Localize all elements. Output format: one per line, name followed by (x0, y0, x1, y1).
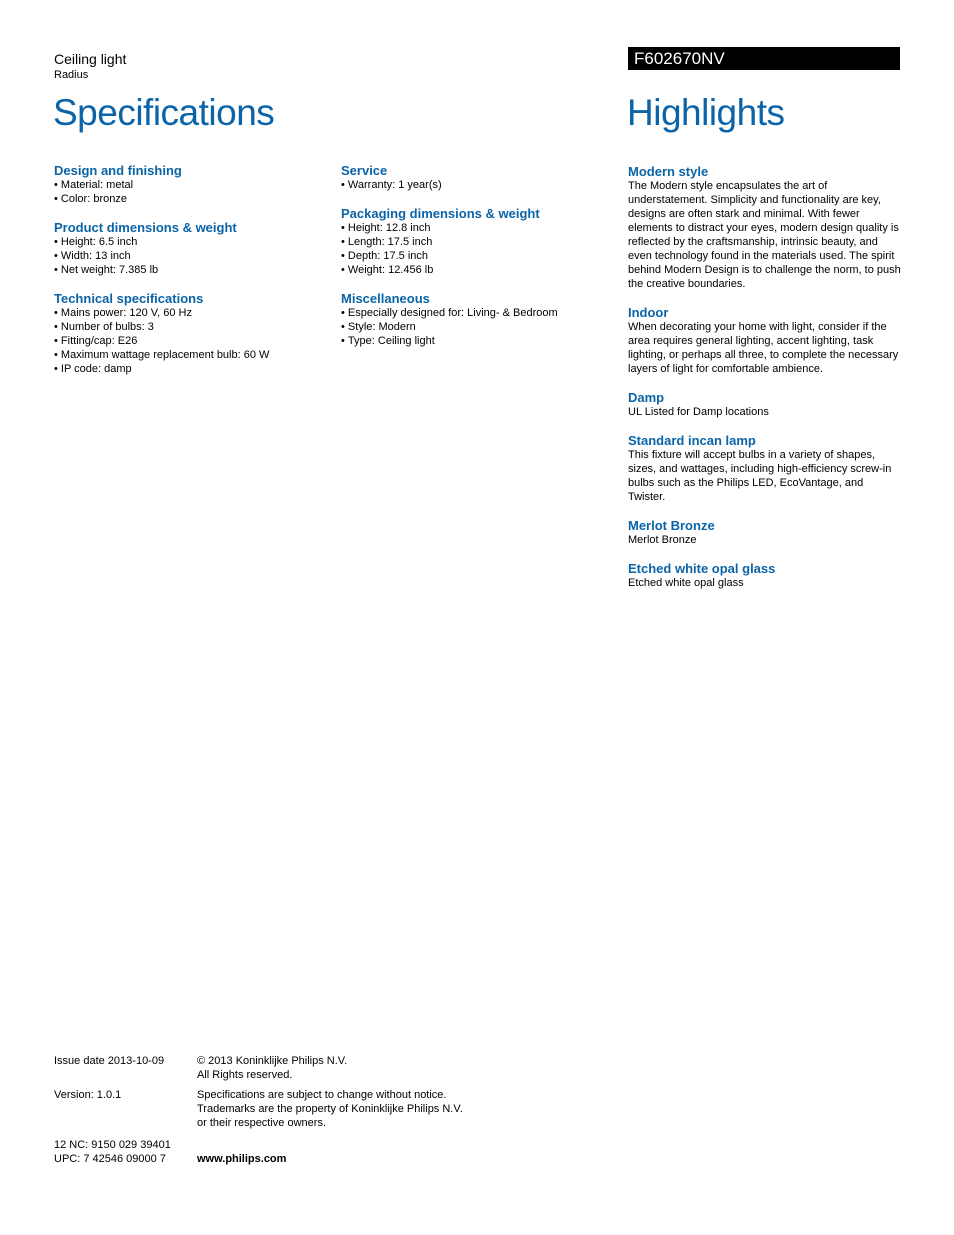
spec-section-heading: Technical specifications (54, 291, 204, 306)
spec-section-heading: Design and finishing (54, 163, 182, 178)
highlight-item (628, 164, 903, 291)
specifications-column-2 (341, 163, 611, 362)
spec-section-heading: Product dimensions & weight (54, 220, 237, 235)
spec-item: • Warranty: 1 year(s) (341, 178, 611, 192)
spec-section-heading: Service (341, 163, 388, 178)
spec-item: • Width: 13 inch (54, 249, 324, 263)
highlight-text: The Modern style encapsulates the art of understatement. Simplicity and functionality are key, designs are often stark and minimal. With fewer elements to distract your eyes, modern design quality is reflected by the craftsmanship, intrinsic beauty, and even technology found in the materials used. The spirit behind Modern Design is to challenge the norm, to push the creative boundaries. (628, 180, 901, 290)
spec-item: • Weight: 12.456 lb (341, 263, 611, 277)
spec-section (341, 163, 611, 192)
copyright-line: All Rights reserved. (197, 1069, 293, 1081)
website-link[interactable]: www.philips.com (197, 1153, 287, 1165)
highlight-item (628, 390, 903, 419)
spec-list (54, 306, 324, 376)
notice-line: Specifications are subject to change without notice. (197, 1089, 447, 1101)
product-type: Ceiling light (54, 51, 127, 67)
spec-list (54, 178, 324, 206)
spec-section (341, 291, 611, 348)
spec-section (54, 291, 324, 376)
spec-item: • Style: Modern (341, 320, 611, 334)
spec-list (341, 306, 611, 348)
highlights-title: Highlights (627, 92, 785, 133)
spec-item: • Color: bronze (54, 192, 324, 206)
highlight-text: UL Listed for Damp locations (628, 406, 769, 418)
specifications-column-1 (54, 163, 324, 390)
spec-item: • Net weight: 7.385 lb (54, 263, 324, 277)
spec-item: • Type: Ceiling light (341, 334, 611, 348)
spec-section-heading: Packaging dimensions & weight (341, 206, 540, 221)
spec-item: • Depth: 17.5 inch (341, 249, 611, 263)
copyright (197, 1054, 497, 1082)
product-codes (54, 1138, 171, 1166)
spec-list (341, 178, 611, 192)
spec-section (54, 163, 324, 206)
highlight-text: This fixture will accept bulbs in a variety of shapes, sizes, and wattages, including high-efficiency screw-in bulbs such as the Philips LED, EcoVantage, and Twister. (628, 449, 892, 503)
spec-section-heading: Miscellaneous (341, 291, 430, 306)
spec-item: • Mains power: 120 V, 60 Hz (54, 306, 324, 320)
highlight-heading: Standard incan lamp (628, 433, 756, 448)
highlight-heading: Indoor (628, 305, 669, 320)
spec-item: • Especially designed for: Living- & Bedroom (341, 306, 611, 320)
highlight-heading: Etched white opal glass (628, 561, 776, 576)
highlight-item (628, 433, 903, 504)
spec-item: • Material: metal (54, 178, 324, 192)
spec-list (341, 221, 611, 277)
spec-list (54, 235, 324, 277)
spec-item: • Maximum wattage replacement bulb: 60 W (54, 348, 324, 362)
spec-item: • Length: 17.5 inch (341, 235, 611, 249)
legal-notice (197, 1088, 497, 1130)
highlight-heading: Merlot Bronze (628, 518, 715, 533)
spec-item: • Fitting/cap: E26 (54, 334, 324, 348)
version: Version: 1.0.1 (54, 1089, 122, 1101)
spec-item: • Number of bulbs: 3 (54, 320, 324, 334)
highlight-item (628, 518, 903, 547)
notice-line: Trademarks are the property of Koninklijke Philips N.V. (197, 1103, 463, 1115)
highlight-item (628, 561, 903, 590)
spec-item: • Height: 6.5 inch (54, 235, 324, 249)
upc-code: UPC: 7 42546 09000 7 (54, 1153, 166, 1165)
model-number-bar: F602670NV (628, 47, 900, 70)
highlight-text: Etched white opal glass (628, 577, 744, 589)
spec-section (341, 206, 611, 277)
spec-item: • IP code: damp (54, 362, 324, 376)
highlight-heading: Modern style (628, 164, 709, 179)
highlight-item (628, 305, 903, 376)
copyright-line: © 2013 Koninklijke Philips N.V. (197, 1055, 348, 1067)
highlight-heading: Damp (628, 390, 665, 405)
specifications-title: Specifications (53, 92, 275, 133)
notice-line: or their respective owners. (197, 1117, 326, 1129)
highlights-column (628, 164, 903, 604)
spec-item: • Height: 12.8 inch (341, 221, 611, 235)
nc-code: 12 NC: 9150 029 39401 (54, 1139, 171, 1151)
highlight-text: Merlot Bronze (628, 534, 697, 546)
issue-date: Issue date 2013-10-09 (54, 1055, 165, 1067)
spec-section (54, 220, 324, 277)
product-line: Radius (54, 69, 89, 81)
highlight-text: When decorating your home with light, consider if the area requires general lighting, accent lighting, task lighting, or perhaps all three, to complete the necessary layers of light for comfortable ambience. (628, 321, 899, 375)
